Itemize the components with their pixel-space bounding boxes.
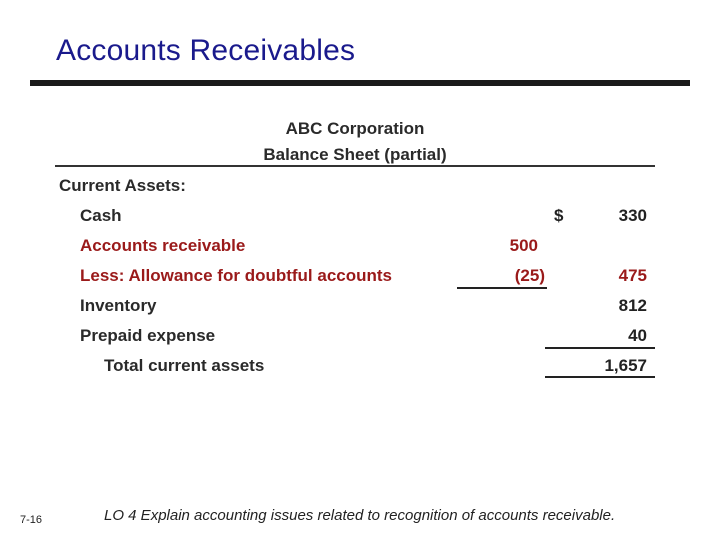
row-label-allowance: Less: Allowance for doubtful accounts <box>80 266 393 285</box>
dollar-sign: $ <box>554 206 564 225</box>
total-underline <box>545 376 655 378</box>
amount-net-receivable: 475 <box>618 266 647 285</box>
amount-inventory: 812 <box>618 296 647 315</box>
statement-subtitle: Balance Sheet (partial) <box>263 145 447 164</box>
section-heading: Current Assets: <box>59 176 186 195</box>
row-label-total: Total current assets <box>104 356 265 375</box>
row-label-accounts-receivable: Accounts receivable <box>80 236 246 255</box>
amount-total: 1,657 <box>604 356 647 375</box>
row-label-cash: Cash <box>80 206 122 225</box>
slide-number: 7-16 <box>20 514 43 526</box>
header-divider <box>55 165 655 167</box>
company-name: ABC Corporation <box>285 119 425 138</box>
title-divider <box>30 80 690 86</box>
total-overline <box>545 347 655 349</box>
row-label-prepaid-expense: Prepaid expense <box>80 326 216 345</box>
learning-objective-footer: LO 4 Explain accounting issues related to recognition of accounts receivable. <box>104 507 616 524</box>
amount-prepaid-expense: 40 <box>628 326 647 345</box>
amount-cash: 330 <box>618 206 647 225</box>
amount-accounts-receivable: 500 <box>509 236 538 255</box>
slide-title: Accounts Receivables <box>56 34 356 67</box>
subtotal-underline <box>457 287 547 289</box>
row-label-inventory: Inventory <box>80 296 157 315</box>
amount-allowance: (25) <box>514 266 545 285</box>
